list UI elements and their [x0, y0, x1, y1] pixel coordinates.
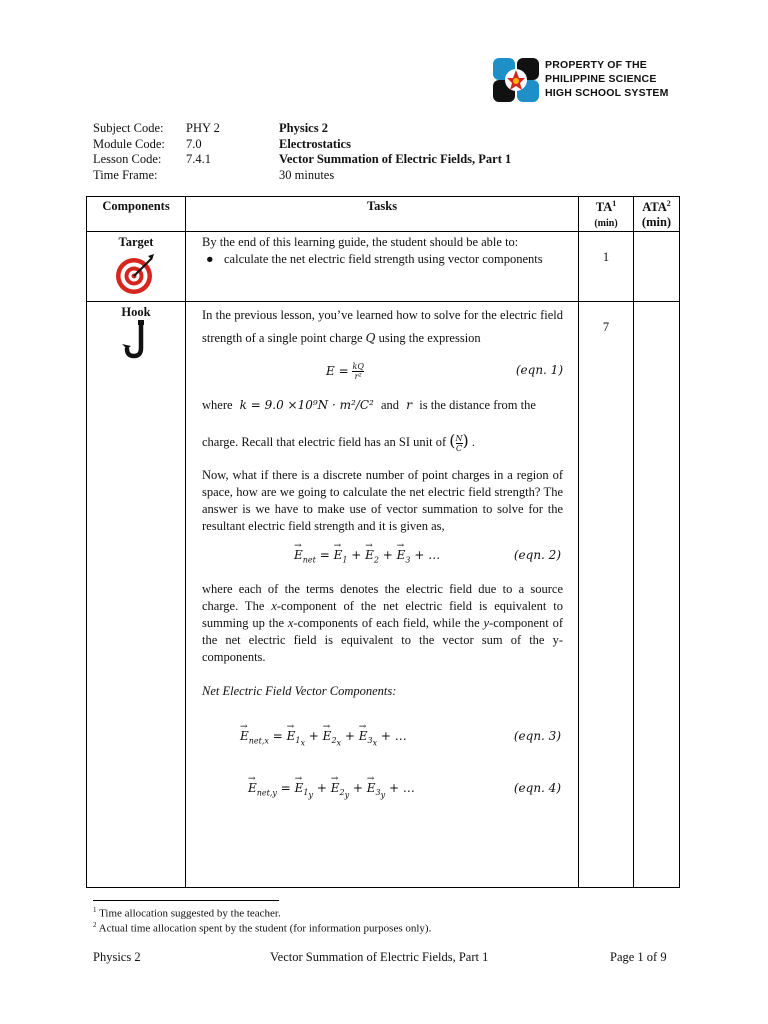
bullet-icon: ● — [206, 252, 214, 266]
target-intro: By the end of this learning guide, the student should be able to: — [202, 235, 519, 249]
header-ta: $TA^1$ (min) — [579, 197, 634, 232]
table-header-row — [87, 197, 680, 232]
time-value: 30 minutes — [279, 167, 335, 182]
footnote-1: $^1$ Time allocation suggested by the teacher. — [93, 906, 281, 920]
target-ata[interactable] — [634, 232, 680, 302]
logo-text: PROPERTY OF THE PHILIPPINE SCIENCE HIGH SCHOOL SYSTEM — [545, 59, 669, 99]
subject-value: Physics 2 — [279, 121, 328, 135]
subject-row — [93, 121, 511, 137]
target-row — [87, 232, 680, 302]
hook-task — [186, 302, 579, 888]
time-label: Time Frame: — [93, 167, 158, 182]
hook-cell — [87, 302, 186, 888]
k-constant-line: where k = 9.0 ×10⁹N · m²/C² and r is the distance from the — [202, 397, 536, 412]
target-bullet — [202, 251, 563, 268]
hook-paragraph-3: where each of the terms denotes the electric field due to a source charge. The x-component of the net electric field is equivalent to summing up the x-components of each field, while the y-component of the net electric field is equivalent to the vector sum of the y-components. — [202, 581, 563, 664]
si-unit-line: charge. Recall that electric field has an SI unit of ( $\frac{N}{C}$ ) . — [202, 431, 475, 453]
footer-center: Vector Summation of Electric Fields, Part 1 — [270, 950, 489, 964]
module-code: 7.0 — [186, 136, 202, 151]
header-components: Components — [87, 197, 186, 232]
lesson-table — [86, 196, 680, 888]
hook-label: Hook — [121, 305, 151, 319]
subject-label: Subject Code: — [93, 121, 164, 135]
hook-icon — [121, 320, 151, 360]
lesson-info — [93, 121, 511, 183]
lesson-label: Lesson Code: — [93, 152, 162, 166]
hook-ta: 7 — [579, 302, 634, 888]
module-label: Module Code: — [93, 136, 165, 151]
header-ata: ATA$^2$ (min) — [634, 197, 680, 232]
hook-row — [87, 302, 680, 888]
hook-intro: In the previous lesson, you’ve learned how to solve for the electric field strength of a single point charge Q using the expression — [202, 308, 563, 345]
footnote-divider — [93, 900, 279, 901]
hook-ata[interactable] — [634, 302, 680, 888]
lesson-code: 7.4.1 — [186, 152, 211, 166]
footer-page-number: Page 1 of 9 — [610, 950, 667, 964]
footnote-2: $^2$ Actual time allocation spent by the student (for information purposes only). — [93, 921, 432, 935]
hook-paragraph-2: Now, what if there is a discrete number of point charges in a region of space, how are we going to calculate the net electric field strength? The answer is we have to make use of vector summation to solve for the resultant electric field strength and it is given as, — [202, 467, 563, 533]
footer-left: Physics 2 — [93, 950, 141, 964]
time-row — [93, 168, 511, 184]
target-cell — [87, 232, 186, 302]
module-value: Electrostatics — [279, 136, 351, 151]
eqn-4: → $E_{net,y}$ = → $E_{1_y}$ + → $E_{2_y}$ + → $E_{3_y}$ + … (eqn. 4) — [202, 778, 563, 808]
lesson-row — [93, 152, 511, 168]
header-tasks: Tasks — [186, 197, 579, 232]
target-label: Target — [118, 235, 154, 249]
eqn-3: → $E_{net,x}$ = → $E_{1_x}$ + → $E_{2_x}$ + → $E_{3_x}$ + … (eqn. 3) — [202, 726, 563, 756]
lesson-value: Vector Summation of Electric Fields, Part 1 — [279, 152, 512, 166]
module-row — [93, 137, 511, 153]
target-task — [186, 232, 579, 302]
eqn-1: E = $\frac{kQ}{\text{r²}}$ (eqn. 1) — [326, 362, 563, 381]
target-bullet-text: calculate the net electric field strength using vector components — [224, 252, 543, 266]
subject-code: PHY 2 — [186, 121, 220, 135]
target-icon — [114, 252, 158, 296]
eqn-2: → $E_{net}$ = → $E_1$ + → $E_2$ + → $E_3$ + … (eqn. 2) — [202, 545, 563, 575]
components-subheading: Net Electric Field Vector Components: — [202, 683, 397, 698]
target-ta: 1 — [579, 232, 634, 302]
